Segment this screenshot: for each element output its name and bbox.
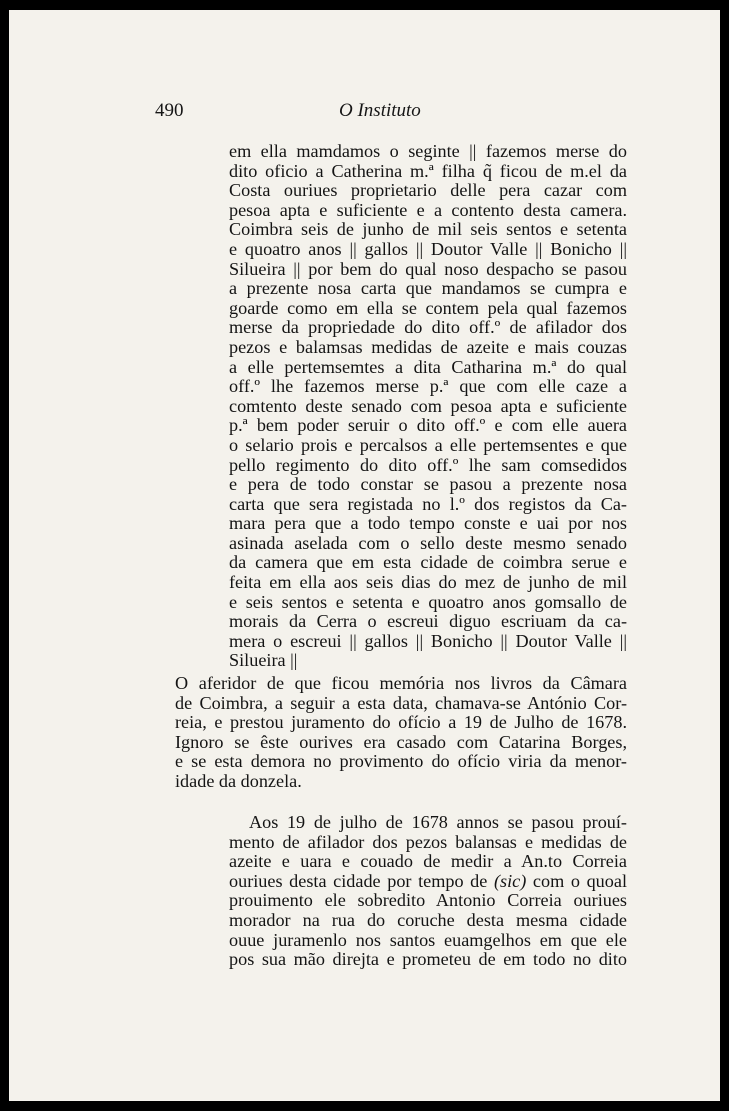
quote2-line: azeite e uara e couado de medir a An.to Correia xyxy=(229,851,627,872)
quote1-line: Silueira || por bem do qual noso despacho se pasou xyxy=(229,258,627,279)
quote1-line: a prezente nosa carta que mandamos se cumpra e xyxy=(229,278,627,299)
running-title: O Instituto xyxy=(339,100,421,121)
sic-annotation: (sic) xyxy=(493,870,527,891)
quote1-line: comtento deste senado com pesoa apta e suficiente xyxy=(229,395,627,416)
quote1-line: em ella mamdamos o seginte || fazemos merse do xyxy=(229,141,627,161)
quote1-line: pesoa apta e suficiente e a contento desta camera. xyxy=(229,199,627,220)
quote1-line: carta que sera registada no l.º dos registos da Ca- xyxy=(229,493,627,514)
quote1-line: da camera que em esta cidade de coimbra serue e xyxy=(229,552,627,573)
quote1-line: morais da Cerra o escreui diguo escriuam da ca- xyxy=(229,611,627,632)
quote2-line-part: ouriues desta cidade por tempo de xyxy=(229,870,488,891)
quote1-line: pezos e balamsas medidas de azeite e mais couzas xyxy=(229,336,627,357)
quote1-line: a elle pertemsemtes a dita Catharina m.ª do qual xyxy=(229,356,627,377)
book-page xyxy=(9,10,720,1101)
quote1-line: merse da propriedade do dito off.º de afilador dos xyxy=(229,317,627,338)
quote2-line: Aos 19 de julho de 1678 annos se pasou prouí- xyxy=(249,812,627,832)
paragraph-line: reia, e prestou juramento do ofício a 19 de Julho de 1678. xyxy=(175,712,627,733)
quote1-line: goarde como em ella se contem pela qual fazemos xyxy=(229,297,627,318)
quote1-line: Coimbra seis de junho de mil seis sentos e setenta xyxy=(229,219,627,240)
quoted-document-1 xyxy=(229,142,627,671)
paragraph-line: de Coimbra, a seguir a esta data, chamava-se António Cor- xyxy=(175,692,627,713)
quote1-line: o selario prois e percalsos a elle pertemsentes e que xyxy=(229,434,627,455)
quote1-line: Costa ouriues proprietario delle pera cazar com xyxy=(229,180,627,201)
quote1-line: mera o escreui || gallos || Bonicho || Doutor Valle || xyxy=(229,630,627,651)
quote1-line: e pera de todo constar se pasou a prezente nosa xyxy=(229,474,627,495)
paragraph-line: O aferidor de que ficou memória nos livros da Câmara xyxy=(175,673,627,693)
quote1-line: dito oficio a Catherina m.ª filha q̃ ficou de m.el da xyxy=(229,160,627,181)
quote1-line: asinada aselada com o sello deste mesmo senado xyxy=(229,532,627,553)
quote1-line: Silueira || xyxy=(229,650,298,671)
quote2-line-part: com o quoal xyxy=(526,870,627,891)
quote1-line: e seis sentos e setenta e quoatro anos gomsallo de xyxy=(229,591,627,612)
paragraph-line: e se esta demora no provimento do ofício viria da menor- xyxy=(175,751,627,772)
quote2-line: ouue juramenlo nos santos euamgelhos em que ele xyxy=(229,929,627,950)
quoted-document-2 xyxy=(229,813,627,970)
paragraph-line: Ignoro se êste ourives era casado com Catarina Borges, xyxy=(175,731,627,752)
page-header xyxy=(9,100,720,124)
quote1-line: p.ª bem poder seruir o dito off.º e com elle auera xyxy=(229,415,627,436)
page-number: 490 xyxy=(155,100,184,121)
paragraph-line: idade da donzela. xyxy=(175,770,302,791)
author-paragraph xyxy=(175,674,627,792)
quote2-line: mento de afilador dos pezos balansas e medidas de xyxy=(229,831,627,852)
quote1-line: feita em ella aos seis dias do mez de junho de mil xyxy=(229,572,627,593)
quote1-line: e quoatro anos || gallos || Doutor Valle || Bonicho || xyxy=(229,238,627,259)
quote2-line: prouimento ele sobredito Antonio Correia ouriues xyxy=(229,890,627,911)
quote2-line-sic xyxy=(229,872,627,892)
quote2-line: pos sua mão direjta e prometeu de em todo no dito xyxy=(229,949,627,970)
quote1-line: pello regimento do dito off.º lhe sam comsedidos xyxy=(229,454,627,475)
quote2-line: morador na rua do coruche desta mesma cidade xyxy=(229,909,627,930)
quote1-line: off.º lhe fazemos merse p.ª que com elle caze a xyxy=(229,376,627,397)
quote1-line: mara pera que a todo tempo conste e uai por nos xyxy=(229,513,627,534)
